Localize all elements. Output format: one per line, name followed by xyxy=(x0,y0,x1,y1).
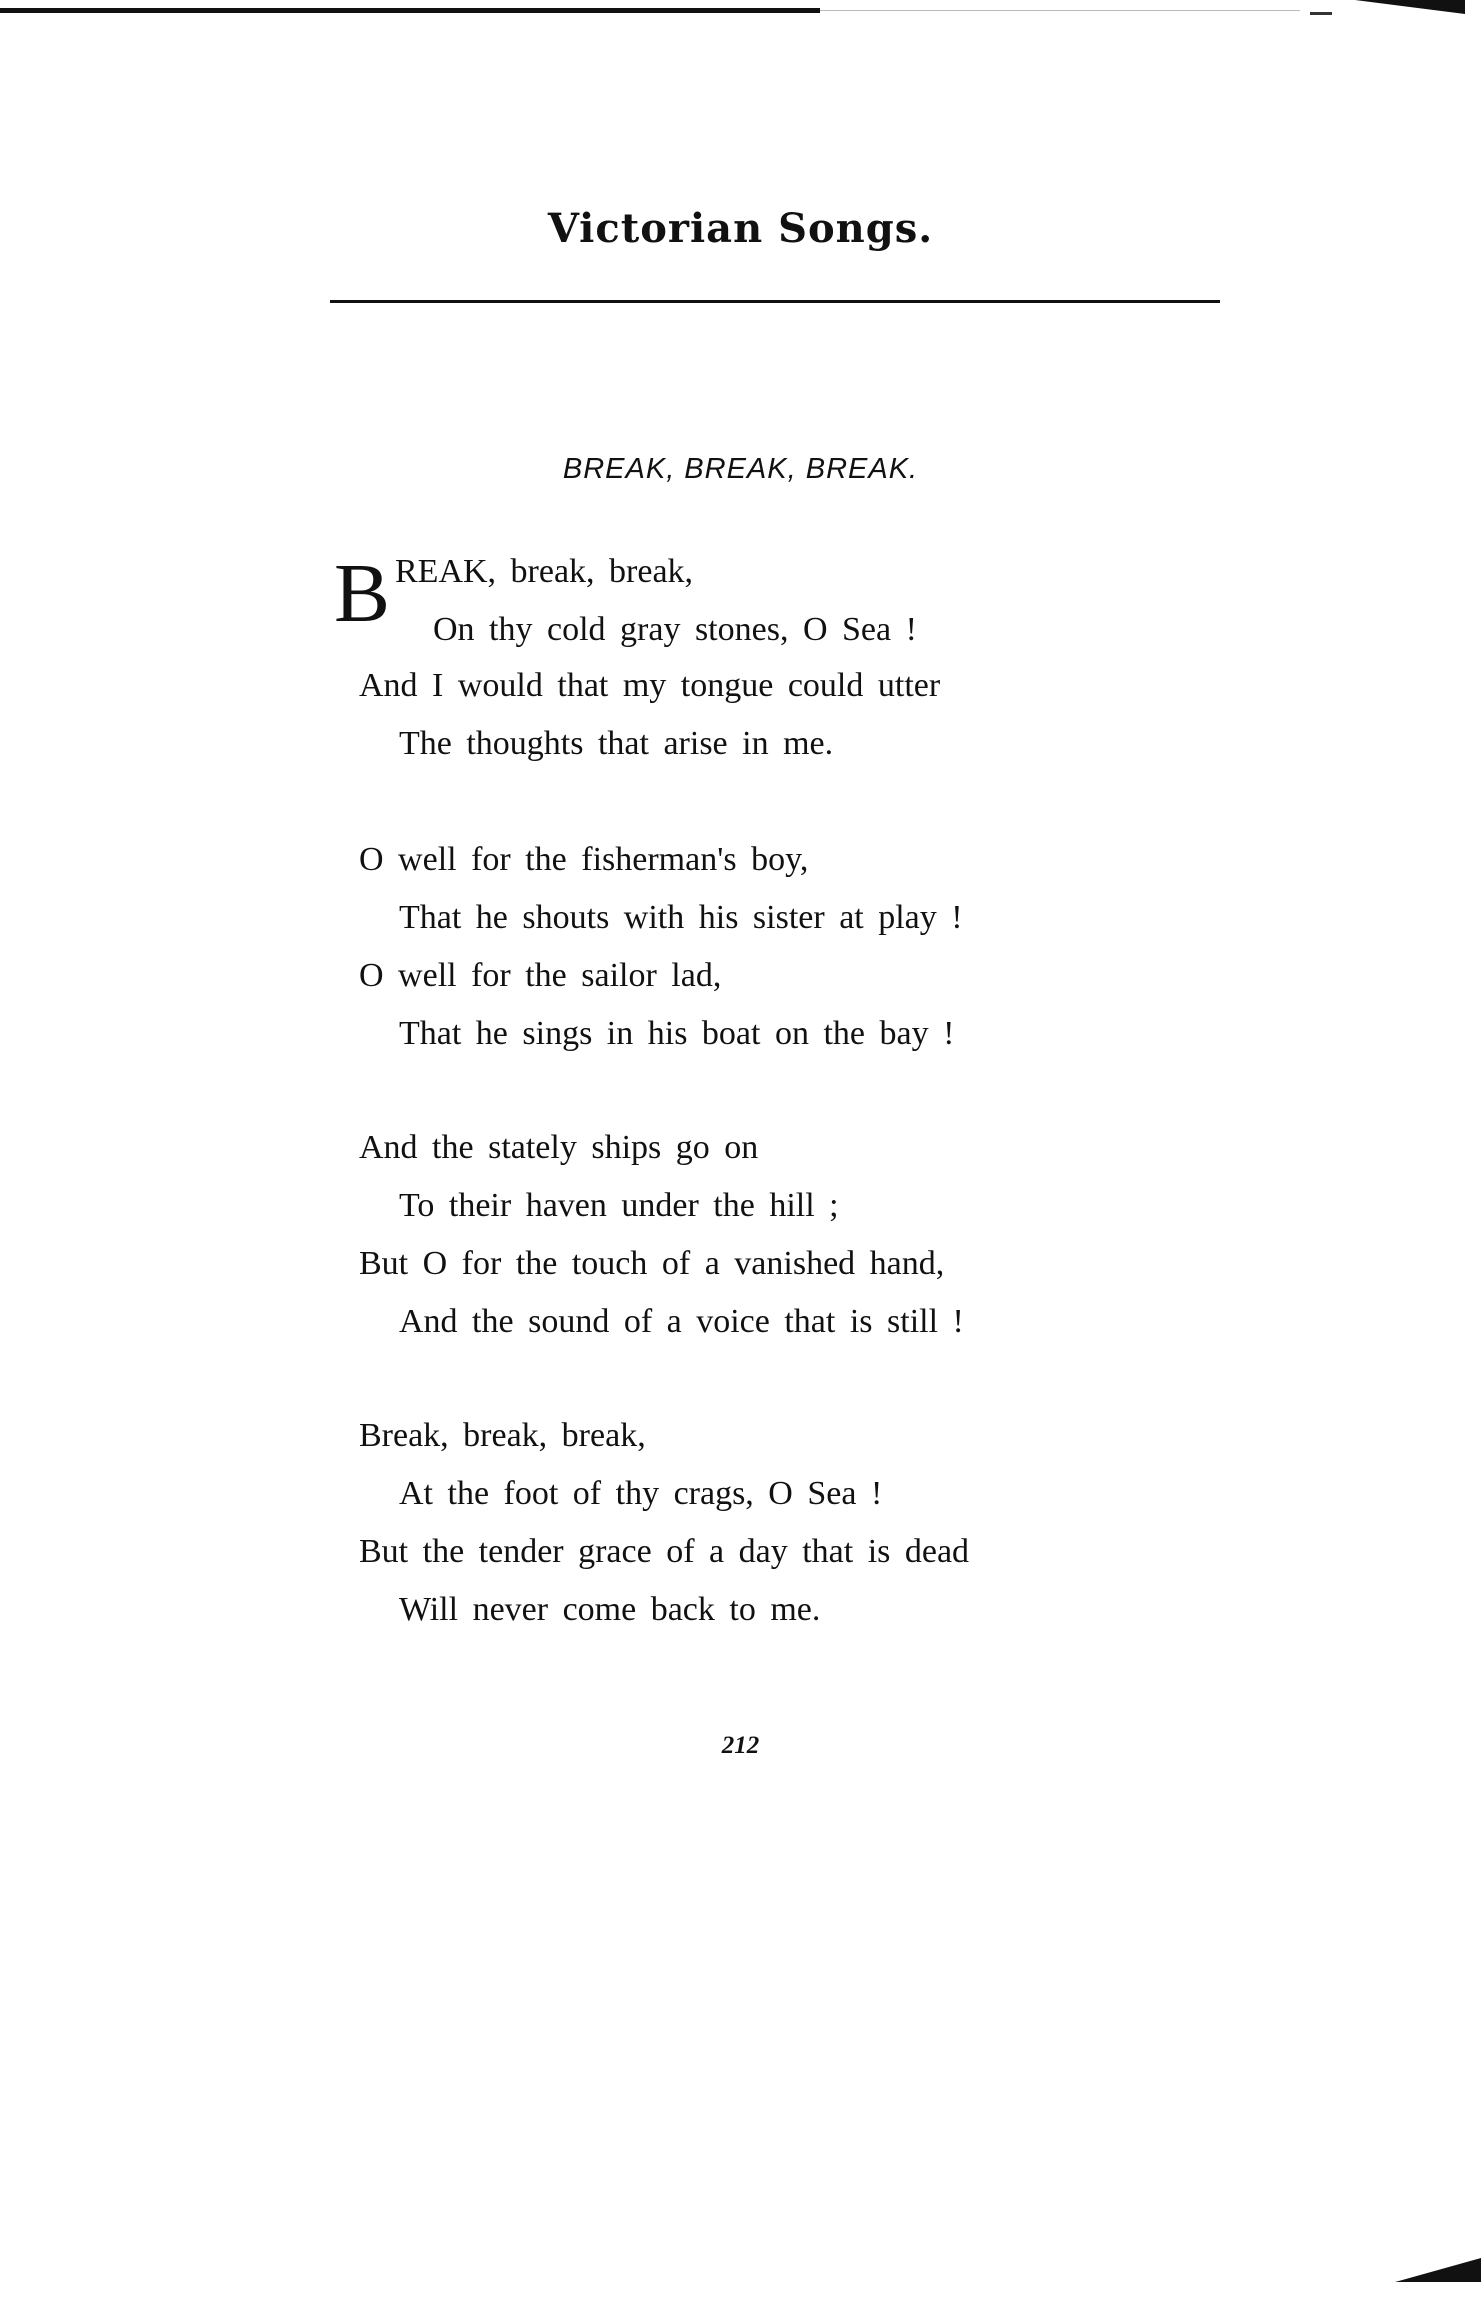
poem-line-6: That he shouts with his sister at play ! xyxy=(399,899,963,936)
page-number: 212 xyxy=(721,1732,760,1759)
scan-corner-mark-bottom xyxy=(1395,2258,1481,2282)
scan-corner-tick xyxy=(1310,12,1332,15)
poem-line-14: At the foot of thy crags, O Sea ! xyxy=(399,1475,883,1512)
head-rule xyxy=(330,300,1220,303)
poem-line-5: O well for the fisherman's boy, xyxy=(359,841,809,878)
running-head: Victorian Songs. xyxy=(547,205,934,252)
poem-line-12: And the sound of a voice that is still ! xyxy=(399,1303,964,1340)
scan-edge-line xyxy=(0,8,820,13)
poem-line-8: That he sings in his boat on the bay ! xyxy=(399,1015,955,1052)
poem-line-9: And the stately ships go on xyxy=(359,1129,759,1166)
poem-line-11: But O for the touch of a vanished hand, xyxy=(359,1245,945,1282)
poem-line-2: On thy cold gray stones, O Sea ! xyxy=(433,611,917,648)
poem-line-13: Break, break, break, xyxy=(359,1417,646,1454)
poem-line-10: To their haven under the hill ; xyxy=(399,1187,839,1224)
scan-corner-mark-top xyxy=(1355,0,1465,14)
poem-line-16: Will never come back to me. xyxy=(399,1591,821,1628)
poem-line-3: And I would that my tongue could utter xyxy=(359,667,941,704)
drop-cap: B xyxy=(334,547,391,640)
scan-edge-line-faint xyxy=(820,10,1300,11)
poem-title: BREAK, BREAK, BREAK. xyxy=(562,453,919,485)
poem-line-4: The thoughts that arise in me. xyxy=(399,725,834,762)
poem-line-15: But the tender grace of a day that is dead xyxy=(359,1533,970,1570)
poem-line-1: REAK, break, break, xyxy=(395,553,694,590)
poem-line-7: O well for the sailor lad, xyxy=(359,957,722,994)
